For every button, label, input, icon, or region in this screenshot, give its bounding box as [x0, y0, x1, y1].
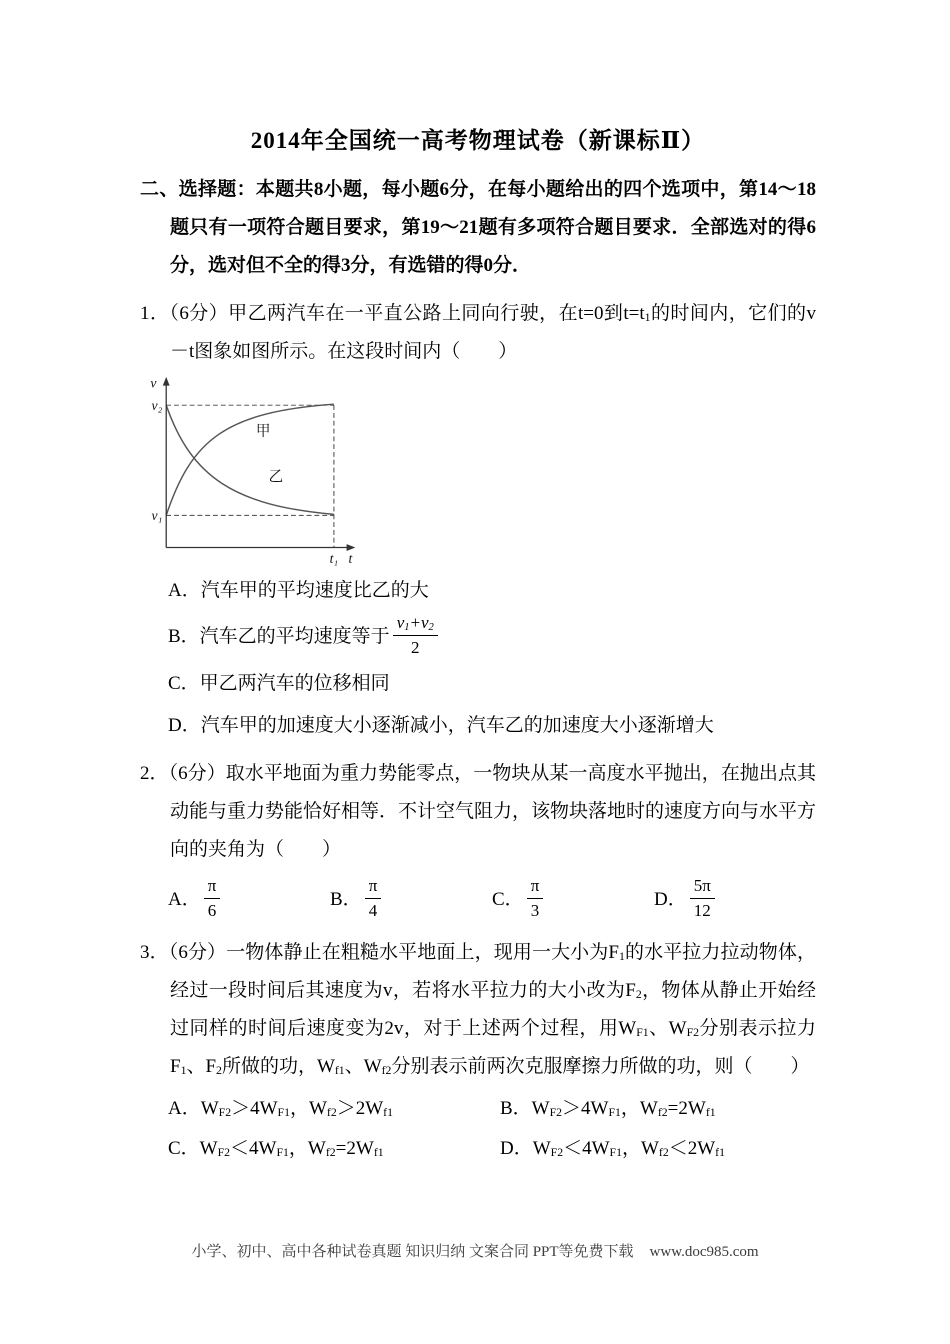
fraction-denominator: 6: [207, 901, 217, 921]
fraction: [527, 875, 544, 922]
q2-options: [140, 877, 816, 924]
fraction-denominator: 2: [410, 638, 420, 658]
question-2-stem: 2．（6分）取水平地面为重力势能零点，一物块从某一高度水平抛出，在抛出点其动能与重力势能恰好相等．不计空气阻力，该物块落地时的速度方向与水平方向的夹角为（ ）: [140, 763, 817, 861]
q1-option-a: A．汽车甲的平均速度比乙的大: [168, 580, 429, 601]
t1-label: t₁: [329, 551, 339, 567]
question-1-stem: 1．（6分）甲乙两汽车在一平直公路上同向行驶，在t=0到$t=t_1$的时间内，它们的v－t图象如图所示。在这段时间内（ ）: [140, 303, 816, 362]
q3-option-a: A．$W_{F2}>4W_{F1}$，$W_{f2}>2W_{f1}$: [168, 1098, 393, 1120]
page-title: 2014年全国统一高考物理试卷（新课标Ⅱ）: [250, 128, 706, 153]
footer-note: 小学、初中、高中各种试卷真题 知识归纳 文案合同 PPT等免费下载: [191, 1244, 634, 1260]
question-3-stem: 3．（6分）一物体静止在粗糙水平地面上，现用一大小为$F_1$的水平拉力拉动物体，经过一段时间后其速度为v，若将水平拉力的大小改为$F_2$，物体从静止开始经过同样的时间后速度变为2v，对于上述两个过程，用$W_{F1}$、$W_{F2}$分别表示拉力$F_1$、$F_2$所做的功，$W_{f1}$、$W_{f2}$分别表示前两次克服摩擦力所做的功，则（ ）: [140, 942, 816, 1078]
curve-yi-label: 乙: [268, 469, 284, 486]
fraction-denominator: 4: [368, 901, 378, 921]
x-axis-label: t: [348, 551, 353, 567]
x-axis-arrow: [347, 544, 356, 551]
fraction-denominator: 3: [530, 901, 540, 921]
q2-option-d: [654, 877, 816, 924]
y-axis-arrow: [163, 377, 170, 386]
fraction: [365, 875, 382, 922]
option-label: D．: [654, 889, 687, 911]
curve-jia: [166, 404, 334, 515]
page-footer: [0, 1240, 950, 1261]
fraction: [690, 875, 715, 922]
q2-option-c: [492, 877, 654, 924]
fraction-numerator: π: [527, 875, 544, 899]
fraction-denominator: 12: [693, 901, 711, 921]
footer-url: www.doc985.com: [649, 1244, 759, 1260]
v1-label: v₁: [151, 508, 163, 524]
question-2: [140, 755, 816, 924]
q3-option-c: C．$W_{F2}<4W_{F1}$，$W_{f2}=2W_{f1}$: [168, 1138, 384, 1160]
q1-option-b: [140, 614, 816, 661]
vt-graph: [140, 373, 816, 568]
fraction-numerator: π: [365, 875, 382, 899]
y-axis-label: v: [150, 375, 157, 391]
question-1: [140, 295, 816, 745]
section-header: 二、选择题：本题共8小题，每小题6分，在每小题给出的四个选项中，第14～18题只有一项符合题目要求，第19～21题有多项符合题目要求．全部选对的得6分，选对但不全的得3分，有选错的得0分．: [140, 179, 816, 276]
option-label: A．: [168, 889, 201, 911]
q2-option-b: [330, 877, 492, 924]
curve-jia-label: 甲: [255, 423, 271, 440]
fraction-numerator: 5π: [690, 875, 715, 899]
curve-yi: [166, 405, 334, 514]
option-label: C．: [492, 889, 524, 911]
option-label: B．: [330, 889, 362, 911]
q1-option-d: D．汽车甲的加速度大小逐渐减小，汽车乙的加速度大小逐渐增大: [168, 715, 714, 737]
v2-label: v₂: [151, 398, 163, 414]
question-3: [140, 934, 816, 1168]
fraction-numerator: $v_1+v_2$: [393, 612, 438, 636]
q3-option-b: B．$W_{F2}>4W_{F1}$，$W_{f2}=2W_{f1}$: [500, 1098, 716, 1120]
fraction-numerator: π: [204, 875, 221, 899]
vt-graph-svg: [140, 373, 365, 568]
q2-option-a: [168, 877, 330, 924]
q1-option-b-text: B．汽车乙的平均速度等于: [168, 625, 390, 647]
q1-option-c: C．甲乙两汽车的位移相同: [168, 673, 390, 695]
q3-option-d: D．$W_{F2}<4W_{F1}$，$W_{f2}<2W_{f1}$: [500, 1138, 725, 1160]
q3-options: [140, 1090, 816, 1168]
q1-option-b-fraction: [393, 612, 438, 659]
fraction: [204, 875, 221, 922]
